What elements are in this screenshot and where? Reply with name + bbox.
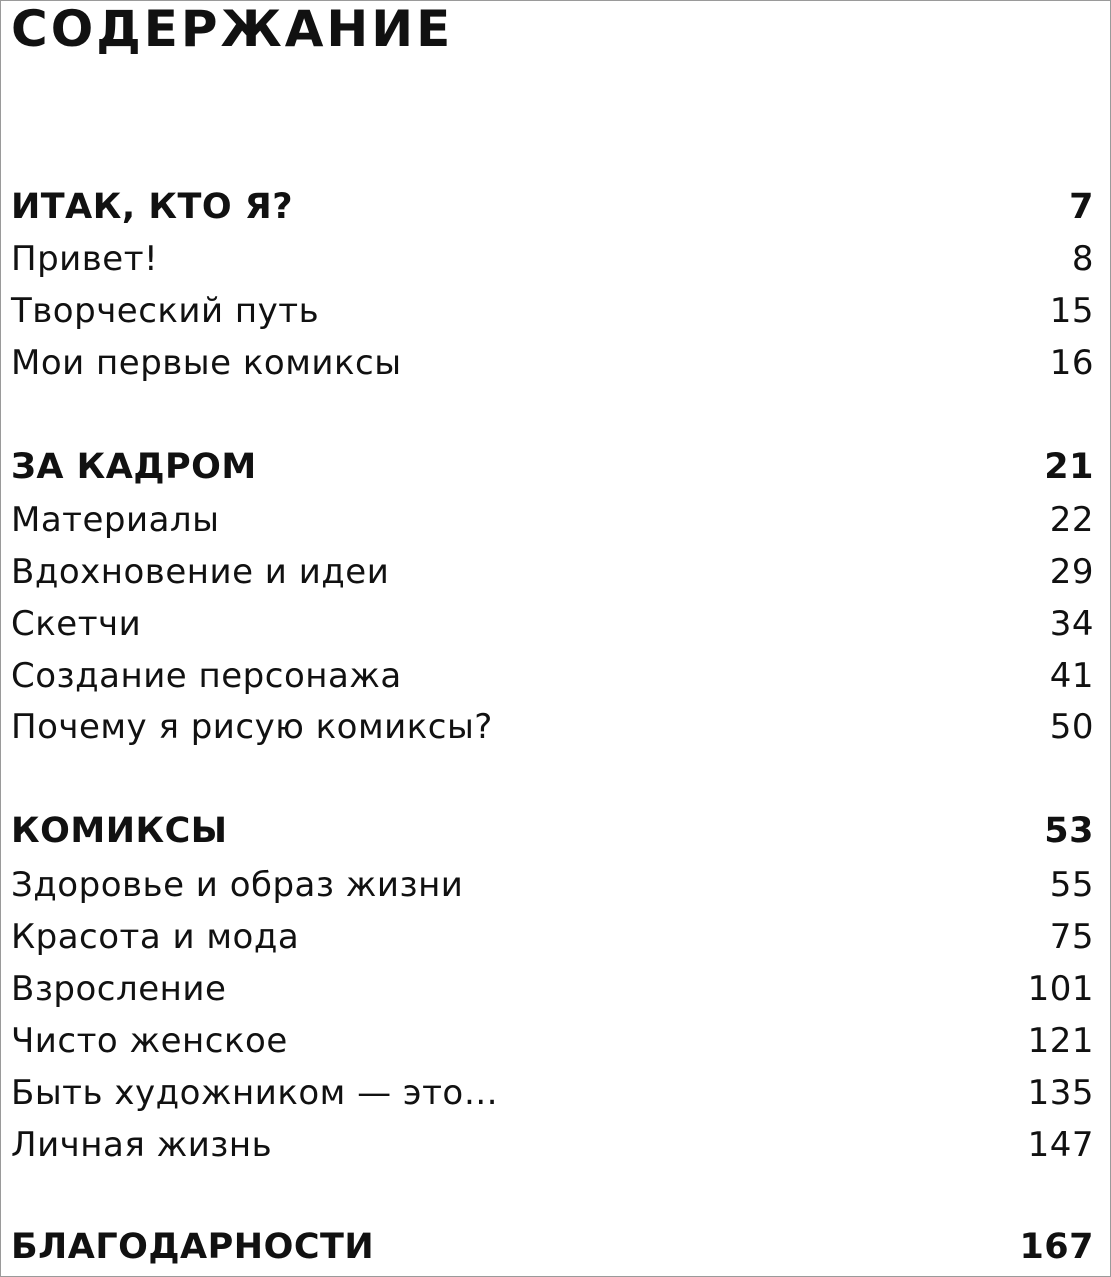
toc-page-number: 41 (1049, 656, 1094, 696)
toc-section[interactable] (11, 445, 1094, 489)
toc-entry[interactable] (11, 915, 1094, 959)
toc-page-number: 29 (1049, 552, 1094, 592)
toc-section[interactable] (11, 809, 1094, 853)
toc-entry[interactable] (11, 498, 1094, 542)
toc-entry-label: Привет! (11, 239, 159, 279)
toc-entry[interactable] (11, 237, 1094, 281)
toc-page-number: 55 (1049, 865, 1094, 905)
toc-section-label: БЛАГОДАРНОСТИ (11, 1227, 375, 1267)
toc-page-number: 15 (1049, 291, 1094, 331)
toc-entry-label: Мои первые комиксы (11, 343, 402, 383)
toc-entry[interactable] (11, 1123, 1094, 1167)
toc-section[interactable] (11, 185, 1094, 229)
toc-page-number: 8 (1071, 239, 1094, 279)
toc-entry-label: Чисто женское (11, 1021, 288, 1061)
toc-entry-label: Здоровье и образ жизни (11, 865, 464, 905)
toc-entry-label: Вдохновение и идеи (11, 552, 390, 592)
page-title: СОДЕРЖАНИЕ (11, 0, 454, 58)
toc-page-number: 22 (1049, 500, 1094, 540)
toc-entry[interactable] (11, 341, 1094, 385)
toc-page-number: 121 (1027, 1021, 1094, 1061)
toc-entry[interactable] (11, 550, 1094, 594)
toc-page-number: 53 (1044, 811, 1094, 851)
toc-section-label: ИТАК, КТО Я? (11, 187, 294, 227)
toc-entry-label: Почему я рисую комиксы? (11, 707, 493, 747)
toc-page-number: 167 (1019, 1227, 1094, 1267)
toc-entry-label: Личная жизнь (11, 1125, 273, 1165)
toc-entry-label: Быть художником — это… (11, 1073, 499, 1113)
toc-entry[interactable] (11, 289, 1094, 333)
toc-entry-label: Создание персонажа (11, 656, 402, 696)
toc-entry[interactable] (11, 1071, 1094, 1115)
toc-entry-label: Скетчи (11, 604, 142, 644)
toc-section-label: ЗА КАДРОМ (11, 447, 257, 487)
toc-page-number: 50 (1049, 707, 1094, 747)
toc-page-number: 16 (1049, 343, 1094, 383)
toc-page-number: 21 (1044, 447, 1094, 487)
toc-entry-label: Творческий путь (11, 291, 320, 331)
toc-entry[interactable] (11, 863, 1094, 907)
toc-entry[interactable] (11, 1019, 1094, 1063)
toc-entry[interactable] (11, 705, 1094, 749)
toc-entry[interactable] (11, 602, 1094, 646)
toc-section-label: КОМИКСЫ (11, 811, 228, 851)
toc-entry-label: Материалы (11, 500, 220, 540)
toc-entry[interactable] (11, 654, 1094, 698)
toc-entry[interactable] (11, 967, 1094, 1011)
toc-entry-label: Взросление (11, 969, 227, 1009)
toc-page-number: 101 (1027, 969, 1094, 1009)
toc-page-number: 34 (1049, 604, 1094, 644)
toc-page-number: 135 (1027, 1073, 1094, 1113)
toc-entry-label: Красота и мода (11, 917, 300, 957)
toc-page-number: 147 (1027, 1125, 1094, 1165)
toc-page-number: 7 (1069, 187, 1094, 227)
toc-section[interactable] (11, 1225, 1094, 1269)
toc-page-number: 75 (1049, 917, 1094, 957)
